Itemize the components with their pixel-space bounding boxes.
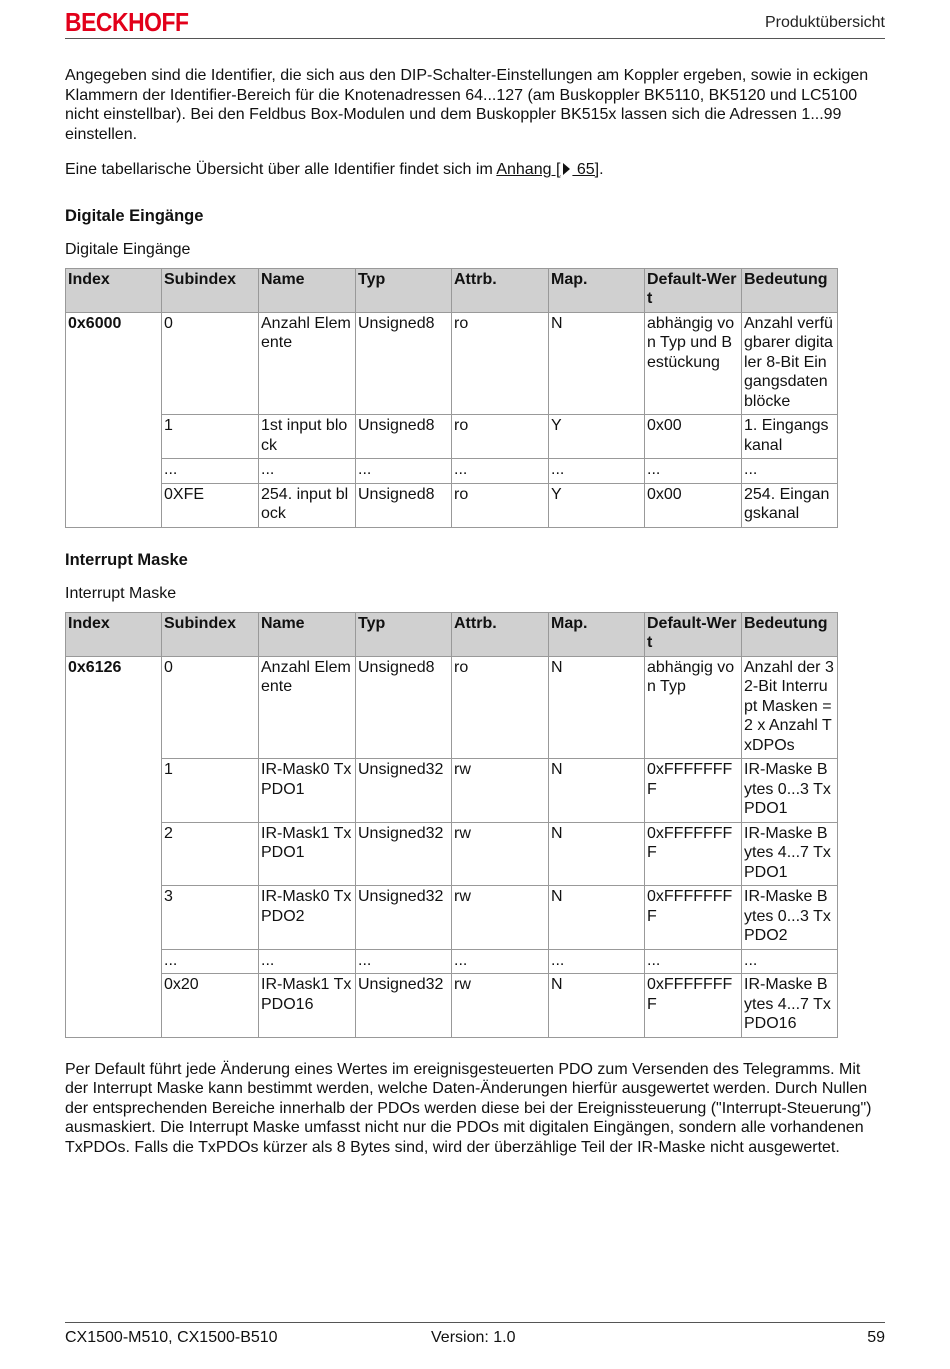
default-cell: abhängig von Typ (645, 656, 742, 759)
map-cell: ... (549, 949, 645, 974)
subindex-cell: 0 (162, 656, 259, 759)
subindex-cell: 1 (162, 415, 259, 459)
subindex-cell: 2 (162, 822, 259, 886)
meaning-cell: IR-Maske Bytes 0...3 TxPDO1 (742, 759, 838, 823)
page-content (65, 66, 885, 1157)
column-header-name: Name (259, 268, 356, 312)
column-header-meaning: Bedeutung (742, 612, 838, 656)
meaning-cell: Anzahl verfügbarer digitaler 8-Bit Eingangsdatenblöcke (742, 312, 838, 415)
appendix-link[interactable] (496, 161, 599, 178)
attrb-cell: ... (452, 949, 549, 974)
type-cell: ... (356, 949, 452, 974)
table-row (66, 886, 838, 950)
column-header-map: Map. (549, 612, 645, 656)
map-cell: Y (549, 483, 645, 527)
column-header-attrb: Attrb. (452, 612, 549, 656)
index-cell-empty (66, 949, 162, 974)
meaning-cell: ... (742, 949, 838, 974)
map-cell: Y (549, 415, 645, 459)
column-header-type: Typ (356, 268, 452, 312)
name-cell: IR-Mask1 TxPDO16 (259, 974, 356, 1038)
meaning-cell: IR-Maske Bytes 0...3 TxPDO2 (742, 886, 838, 950)
index-cell-empty (66, 886, 162, 950)
header-title: Produktübersicht (764, 14, 885, 31)
default-cell: 0xFFFFFFFF (645, 822, 742, 886)
index-cell: 0x6000 (66, 312, 162, 415)
column-header-name: Name (259, 612, 356, 656)
map-cell: N (549, 974, 645, 1038)
page-header (65, 8, 885, 39)
map-cell: N (549, 886, 645, 950)
subindex-cell: 1 (162, 759, 259, 823)
type-cell: Unsigned32 (356, 759, 452, 823)
meaning-cell: ... (742, 459, 838, 484)
table-row (66, 822, 838, 886)
name-cell: Anzahl Elemente (259, 656, 356, 759)
interrupt-mask-table (65, 612, 838, 1038)
meaning-cell: 254. Eingangskanal (742, 483, 838, 527)
digital-inputs-table (65, 268, 838, 528)
type-cell: Unsigned32 (356, 974, 452, 1038)
index-cell-empty (66, 415, 162, 459)
attrb-cell: rw (452, 974, 549, 1038)
name-cell: IR-Mask1 TxPDO1 (259, 822, 356, 886)
column-header-default: Default-Wert (645, 612, 742, 656)
table-row (66, 656, 838, 759)
appendix-reference-end: . (599, 161, 604, 178)
attrb-cell: ro (452, 483, 549, 527)
type-cell: Unsigned8 (356, 312, 452, 415)
footer-version: Version: 1.0 (431, 1329, 516, 1346)
index-cell: 0x6126 (66, 656, 162, 759)
name-cell: 1st input block (259, 415, 356, 459)
default-cell: abhängig von Typ und Bestückung (645, 312, 742, 415)
subindex-cell: ... (162, 459, 259, 484)
table-row (66, 483, 838, 527)
table-caption-interrupt-mask: Interrupt Maske (65, 584, 177, 602)
type-cell: Unsigned32 (356, 822, 452, 886)
closing-paragraph: Per Default führt jede Änderung eines Wertes im ereignisgesteuerten PDO zum Versenden des Telegramms. Mit der Interrupt Maske kann bestimmt werden, welche Daten-Änderungen hierfür ausgewertet werden. Durch Nullen der entsprechenden Bereiche innerhalb der PDOs werden diese bei der Ereignissteuerung ("Interrupt-Steuerung") ausmaskiert. Die Interrupt Maske umfasst nicht nur die PDOs mit digitalen Eingängen, sondern alle vorhandenen TxPDOs. Falls die TxPDOs kürzer als 8 Bytes sind, wird der überzählige Teil der IR-Maske nicht ausgewertet. (65, 1060, 872, 1156)
column-header-default: Default-Wert (645, 268, 742, 312)
attrb-cell: ro (452, 312, 549, 415)
type-cell: Unsigned32 (356, 886, 452, 950)
type-cell: Unsigned8 (356, 656, 452, 759)
table-row (66, 974, 838, 1038)
section-heading-digital-inputs: Digitale Eingänge (65, 206, 204, 225)
map-cell: ... (549, 459, 645, 484)
attrb-cell: ... (452, 459, 549, 484)
column-header-map: Map. (549, 268, 645, 312)
index-cell-empty (66, 483, 162, 527)
appendix-link-page: 65] (572, 161, 600, 178)
default-cell: ... (645, 949, 742, 974)
link-arrow-icon (563, 163, 570, 175)
name-cell: Anzahl Elemente (259, 312, 356, 415)
column-header-meaning: Bedeutung (742, 268, 838, 312)
meaning-cell: IR-Maske Bytes 4...7 TxPDO16 (742, 974, 838, 1038)
index-cell-empty (66, 822, 162, 886)
default-cell: 0xFFFFFFFF (645, 974, 742, 1038)
appendix-link-label: Anhang [ (496, 161, 561, 178)
column-header-subindex: Subindex (162, 268, 259, 312)
type-cell: ... (356, 459, 452, 484)
column-header-attrb: Attrb. (452, 268, 549, 312)
index-cell-empty (66, 759, 162, 823)
section-heading-interrupt-mask: Interrupt Maske (65, 550, 188, 569)
default-cell: 0x00 (645, 415, 742, 459)
attrb-cell: ro (452, 656, 549, 759)
default-cell: 0xFFFFFFFF (645, 759, 742, 823)
subindex-cell: ... (162, 949, 259, 974)
footer-page-number: 59 (867, 1329, 885, 1346)
map-cell: N (549, 312, 645, 415)
appendix-reference-text: Eine tabellarische Übersicht über alle Identifier findet sich im (65, 161, 497, 178)
meaning-cell: Anzahl der 32-Bit Interrupt Masken = 2 x Anzahl TxDPOs (742, 656, 838, 759)
table-header-row (66, 612, 838, 656)
name-cell: ... (259, 459, 356, 484)
type-cell: Unsigned8 (356, 415, 452, 459)
column-header-index: Index (66, 612, 162, 656)
beckhoff-logo: BECKHOFF (65, 7, 189, 37)
default-cell: 0x00 (645, 483, 742, 527)
attrb-cell: rw (452, 822, 549, 886)
column-header-index: Index (66, 268, 162, 312)
footer-product: CX1500-M510, CX1500-B510 (65, 1329, 278, 1346)
subindex-cell: 3 (162, 886, 259, 950)
table-caption-digital-inputs: Digitale Eingänge (65, 240, 191, 258)
page-footer (65, 1322, 885, 1353)
map-cell: N (549, 822, 645, 886)
table-row (66, 415, 838, 459)
default-cell: 0xFFFFFFFF (645, 886, 742, 950)
name-cell: ... (259, 949, 356, 974)
attrb-cell: rw (452, 886, 549, 950)
column-header-type: Typ (356, 612, 452, 656)
index-cell-empty (66, 974, 162, 1038)
subindex-cell: 0x20 (162, 974, 259, 1038)
table-row (66, 949, 838, 974)
meaning-cell: 1. Eingangskanal (742, 415, 838, 459)
name-cell: IR-Mask0 TxPDO1 (259, 759, 356, 823)
column-header-subindex: Subindex (162, 612, 259, 656)
subindex-cell: 0 (162, 312, 259, 415)
name-cell: IR-Mask0 TxPDO2 (259, 886, 356, 950)
name-cell: 254. input block (259, 483, 356, 527)
attrb-cell: rw (452, 759, 549, 823)
subindex-cell: 0XFE (162, 483, 259, 527)
map-cell: N (549, 759, 645, 823)
table-row (66, 312, 838, 415)
attrb-cell: ro (452, 415, 549, 459)
meaning-cell: IR-Maske Bytes 4...7 TxPDO1 (742, 822, 838, 886)
intro-paragraph: Angegeben sind die Identifier, die sich aus den DIP-Schalter-Einstellungen am Koppler ergeben, sowie in eckigen Klammern der Identifier-Bereich für die Knotenadressen 64...127 (am Buskoppler BK5110, BK5120 und LC5100 nicht einstellbar). Bei den Feldbus Box-Modulen und dem Buskoppler BK515x lassen sich die Adressen 1...99 einstellen. (65, 67, 869, 143)
appendix-reference-paragraph (65, 160, 885, 180)
table-header-row (66, 268, 838, 312)
table-row (66, 759, 838, 823)
type-cell: Unsigned8 (356, 483, 452, 527)
map-cell: N (549, 656, 645, 759)
table-row (66, 459, 838, 484)
default-cell: ... (645, 459, 742, 484)
index-cell-empty (66, 459, 162, 484)
